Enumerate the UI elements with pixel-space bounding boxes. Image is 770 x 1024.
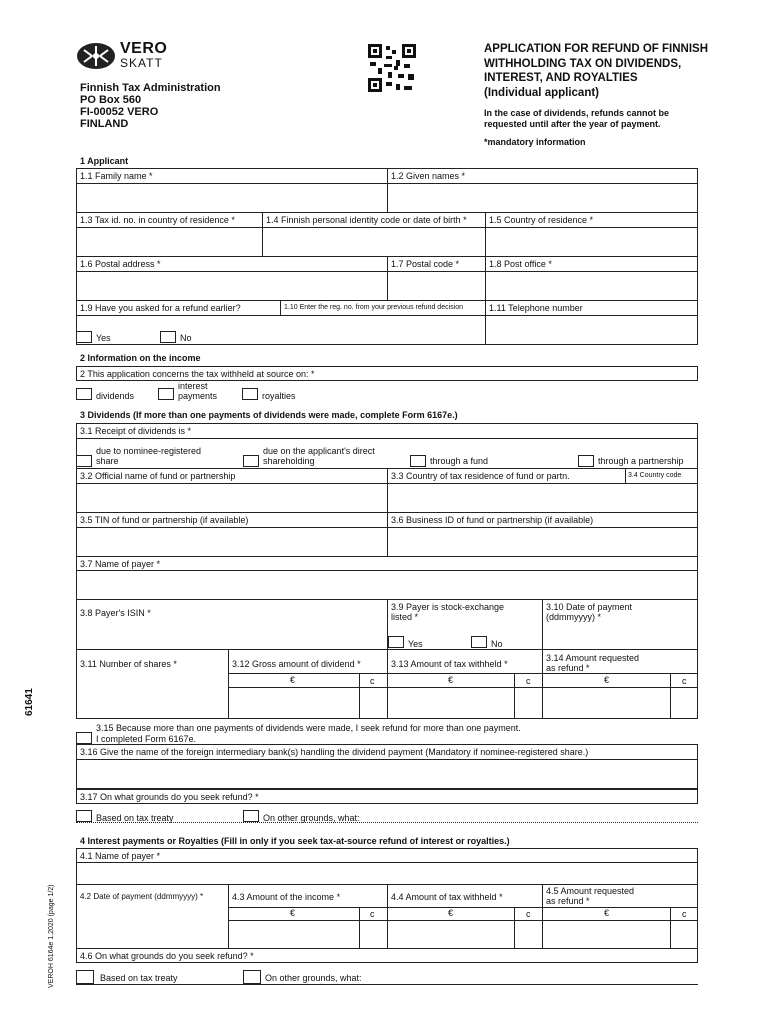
interest-checkbox[interactable]	[158, 388, 174, 400]
interest-date-label: 4.2 Date of payment (ddmmyyyy) *	[80, 892, 204, 901]
title-line: WITHHOLDING TAX ON DIVIDENDS,	[484, 57, 682, 70]
nominee-label-1: due to nominee-registered	[96, 446, 202, 456]
isin-label: 3.8 Payer's ISIN *	[80, 608, 151, 618]
withheld-cent-label: c	[526, 676, 531, 686]
requested-field[interactable]	[543, 688, 669, 718]
withheld-euro-label: €	[448, 675, 454, 685]
tax-admin-address	[80, 82, 221, 130]
note-line: In the case of dividends, refunds cannot be	[484, 108, 670, 118]
fund-checkbox[interactable]	[410, 455, 426, 467]
income-cent-label: c	[370, 909, 375, 919]
business-id-field[interactable]	[388, 528, 697, 555]
section-4-title: 4 Interest payments or Royalties (Fill in only if you seek tax-at-source refund of interest or royalties.)	[80, 836, 510, 846]
interest-other-label: On other grounds, what:	[265, 973, 362, 983]
intermediary-label: 3.16 Give the name of the foreign intermediary bank(s) handling the dividend payment (Mandatory if nominee-registered share.)	[80, 747, 589, 757]
vero-logo	[76, 42, 172, 70]
official-name-label: 3.2 Official name of fund or partnership	[80, 471, 236, 481]
intermediary-field[interactable]	[77, 760, 697, 788]
royalties-checkbox[interactable]	[242, 388, 258, 400]
royalties-label: royalties	[262, 391, 296, 401]
logo-vero-text: VERO	[120, 40, 168, 57]
note-line: requested until after the year of payment.	[484, 119, 661, 129]
concerns-label: 2 This application concerns the tax withheld at source on: *	[80, 369, 315, 379]
interest-treaty-label: Based on tax treaty	[100, 973, 178, 983]
nominee-checkbox[interactable]	[76, 455, 92, 467]
telephone-field[interactable]	[486, 316, 697, 343]
stock-no-checkbox[interactable]	[471, 636, 487, 648]
isin-field[interactable]	[77, 620, 386, 648]
given-names-label: 1.2 Given names *	[391, 171, 466, 181]
treaty-label: Based on tax treaty	[96, 813, 174, 823]
section-1-title: 1 Applicant	[80, 156, 129, 166]
telephone-label: 1.11 Telephone number	[489, 303, 583, 313]
shares-label: 3.11 Number of shares *	[80, 659, 177, 669]
postal-code-label: 1.7 Postal code *	[391, 259, 460, 269]
payer-name-field[interactable]	[77, 571, 697, 598]
partnership-checkbox[interactable]	[578, 455, 594, 467]
family-name-label: 1.1 Family name *	[80, 171, 153, 181]
requested-euro-label: €	[604, 675, 610, 685]
direct-label-1: due on the applicant's direct	[263, 446, 375, 456]
stock-listed-label-1: 3.9 Payer is stock-exchange	[391, 602, 505, 612]
vero-emblem-icon	[76, 42, 116, 70]
income-field[interactable]	[229, 921, 358, 947]
income-label: 4.3 Amount of the income *	[232, 892, 341, 902]
interest-withheld-label: 4.4 Amount of tax withheld *	[391, 892, 503, 902]
finnish-id-label: 1.4 Finnish personal identity code or date of birth *	[266, 215, 467, 225]
no-label: No	[180, 333, 192, 343]
gross-field[interactable]	[229, 688, 358, 718]
treaty-checkbox[interactable]	[76, 810, 92, 822]
form-title	[484, 42, 744, 100]
more-payments-label-1: 3.15 Because more than one payments of dividends were made, I seek refund for more than one payment.	[96, 723, 521, 733]
address-line: PO Box 560	[80, 94, 142, 106]
country-tax-label: 3.3 Country of tax residence of fund or partn.	[391, 471, 570, 481]
reg-no-label: 1.10 Enter the reg. no. from your previous refund decision	[284, 304, 463, 311]
gross-label: 3.12 Gross amount of dividend *	[232, 659, 361, 669]
form-version: VEROH 6164e 1.2020 (page 1/2)	[48, 884, 55, 988]
withheld-field[interactable]	[388, 688, 513, 718]
tax-id-label: 1.3 Tax id. no. in country of residence *	[80, 215, 235, 225]
interest-grounds-label: 4.6 On what grounds do you seek refund? *	[80, 951, 254, 961]
dividends-label: dividends	[96, 391, 135, 401]
direct-label-2: shareholding	[263, 456, 315, 466]
interest-date-field[interactable]	[77, 908, 227, 947]
interest-withheld-cent-label: c	[526, 909, 531, 919]
country-code-label: 3.4 Country code	[628, 472, 682, 479]
mandatory-note: *mandatory information	[484, 137, 586, 147]
logo-skatt-text: SKATT	[120, 56, 163, 70]
requested-cent-label: c	[682, 676, 687, 686]
family-name-field[interactable]	[77, 184, 386, 211]
other-grounds-checkbox[interactable]	[243, 810, 259, 822]
section-3-title: 3 Dividends (If more than one payments of dividends were made, complete Form 6167e.)	[80, 410, 458, 420]
given-names-field[interactable]	[388, 184, 697, 211]
interest-requested-cent-label: c	[682, 909, 687, 919]
qr-code-icon	[368, 44, 416, 92]
refund-earlier-label: 1.9 Have you asked for a refund earlier?	[80, 303, 241, 313]
interest-requested-field[interactable]	[543, 921, 669, 947]
dividends-checkbox[interactable]	[76, 388, 92, 400]
title-line: APPLICATION FOR REFUND OF FINNISH	[484, 43, 709, 55]
interest-payer-label: 4.1 Name of payer *	[80, 851, 161, 861]
tin-field[interactable]	[77, 528, 386, 555]
receipt-label: 3.1 Receipt of dividends is *	[80, 426, 192, 436]
post-office-label: 1.8 Post office *	[489, 259, 552, 269]
finnish-id-field[interactable]	[263, 228, 484, 255]
stock-listed-label-2: listed *	[391, 612, 419, 622]
stock-no-label: No	[491, 639, 503, 649]
reg-no-field[interactable]	[281, 316, 484, 343]
interest-payer-field[interactable]	[77, 863, 697, 883]
fund-label: through a fund	[430, 456, 489, 466]
country-residence-label: 1.5 Country of residence *	[489, 215, 594, 225]
shares-field[interactable]	[77, 674, 227, 718]
more-payments-checkbox[interactable]	[76, 732, 92, 744]
date-payment-field[interactable]	[543, 620, 697, 648]
grounds-label: 3.17 On what grounds do you seek refund? *	[80, 792, 259, 802]
stock-yes-checkbox[interactable]	[388, 636, 404, 648]
interest-withheld-euro-label: €	[448, 908, 454, 918]
tax-id-field[interactable]	[77, 228, 261, 255]
yes-label: Yes	[96, 333, 111, 343]
income-euro-label: €	[290, 908, 296, 918]
title-line: INTEREST, AND ROYALTIES	[484, 72, 638, 84]
interest-other-checkbox[interactable]	[243, 970, 261, 984]
withheld-label: 3.13 Amount of tax withheld *	[391, 659, 508, 669]
interest-label: interest	[178, 381, 208, 391]
section-2-title: 2 Information on the income	[80, 353, 201, 363]
refund-earlier-yes-checkbox[interactable]	[76, 331, 92, 343]
country-tax-field[interactable]	[388, 484, 697, 511]
interest-requested-euro-label: €	[604, 908, 610, 918]
stock-yes-label: Yes	[408, 639, 423, 649]
address-line: FINLAND	[80, 118, 129, 130]
business-id-label: 3.6 Business ID of fund or partnership (if available)	[391, 515, 594, 525]
interest-treaty-checkbox[interactable]	[76, 970, 94, 984]
payer-name-label: 3.7 Name of payer *	[80, 559, 161, 569]
requested-label-2: as refund *	[546, 663, 590, 673]
refund-earlier-no-checkbox[interactable]	[160, 331, 176, 343]
dividend-note	[484, 108, 744, 130]
date-payment-label-1: 3.10 Date of payment	[546, 602, 633, 612]
gross-cent-label: c	[370, 676, 375, 686]
address-line: FI-00052 VERO	[80, 106, 159, 118]
form-code: 61641	[24, 688, 35, 716]
more-payments-label-2: I completed Form 6167e.	[96, 734, 197, 744]
interest-withheld-field[interactable]	[388, 921, 513, 947]
postal-code-field[interactable]	[388, 272, 484, 299]
gross-euro-label: €	[290, 675, 296, 685]
country-residence-field[interactable]	[486, 228, 697, 255]
partnership-label: through a partnership	[598, 456, 684, 466]
date-payment-label-2: (ddmmyyyy) *	[546, 612, 602, 622]
title-line: (Individual applicant)	[484, 86, 600, 99]
other-grounds-label: On other grounds, what:	[263, 813, 360, 823]
interest-requested-label-1: 4.5 Amount requested	[546, 886, 635, 896]
direct-checkbox[interactable]	[243, 455, 259, 467]
address-line: Finnish Tax Administration	[80, 82, 221, 94]
official-name-field[interactable]	[77, 484, 386, 511]
payments-label: payments	[178, 391, 218, 401]
tin-label: 3.5 TIN of fund or partnership (if available)	[80, 515, 249, 525]
post-office-field[interactable]	[486, 272, 697, 299]
postal-address-label: 1.6 Postal address *	[80, 259, 161, 269]
interest-requested-label-2: as refund *	[546, 896, 590, 906]
requested-label-1: 3.14 Amount requested	[546, 653, 640, 663]
postal-address-field[interactable]	[77, 272, 386, 299]
nominee-label-2: share	[96, 456, 119, 466]
